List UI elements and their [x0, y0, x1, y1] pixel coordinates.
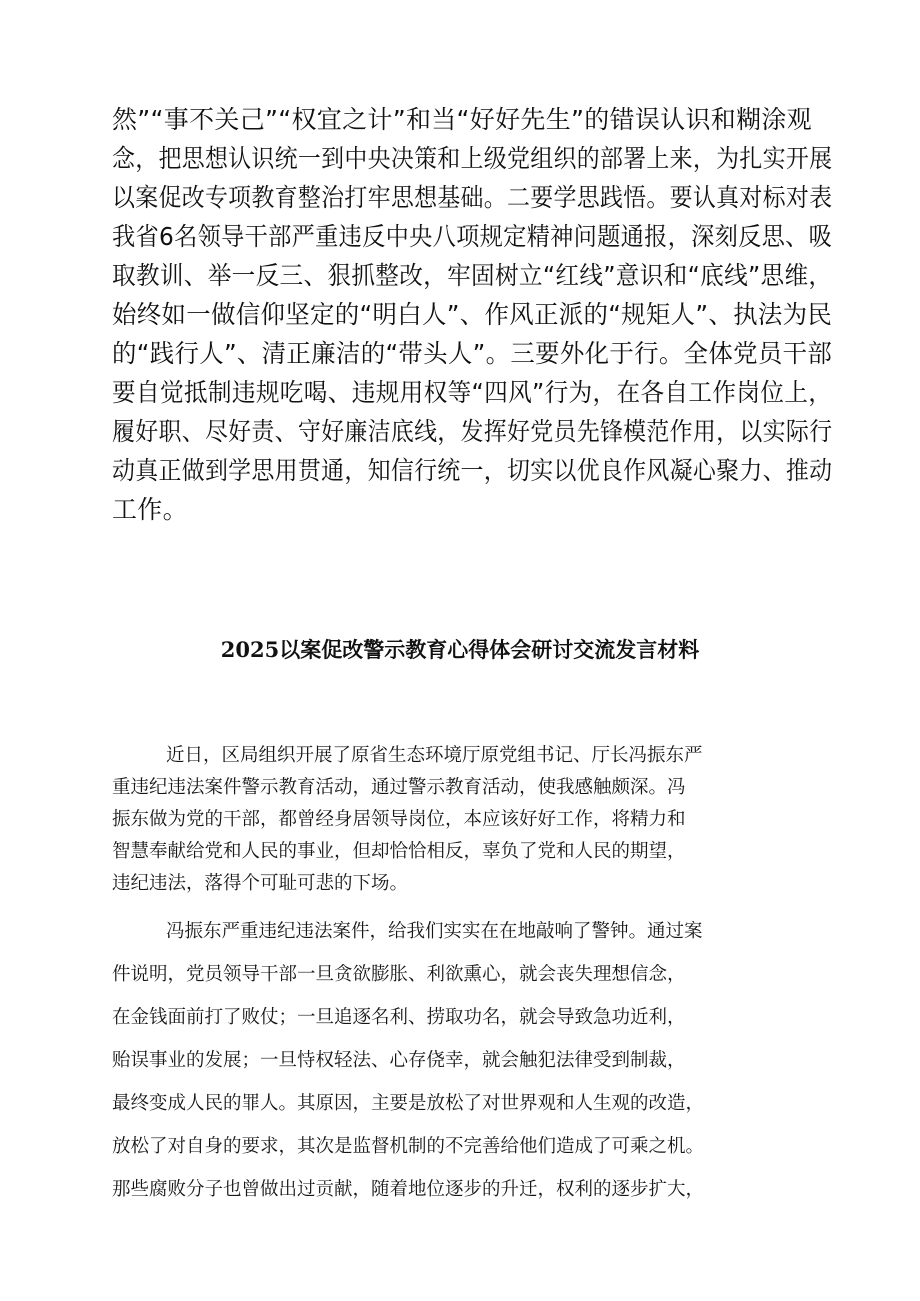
text-line: 念，把思想认识统一到中央决策和上级党组织的部署上来，为扎实开展: [112, 144, 833, 173]
body-paragraph: [112, 740, 832, 900]
text-line: 违纪违法，落得个可耻可悲的下场。: [112, 873, 409, 894]
text-line: 履好职、尽好责、守好廉洁底线，发挥好党员先锋模范作用，以实际行: [112, 417, 833, 446]
text-line: 冯振东严重违纪违法案件，给我们实实在在地敲响了警钟。通过案: [166, 921, 703, 942]
text-line: 动真正做到学思用贯通，知信行统一，切实以优良作风凝心聚力、推动: [112, 456, 833, 485]
text-line: 要自觉抵制违规吃喝、违规用权等“四风”行为，在各自工作岗位上，: [112, 378, 833, 407]
text-line: 放松了对自身的要求，其次是监督机制的不完善给他们造成了可乘之机。: [112, 1136, 705, 1157]
text-line: 那些腐败分子也曾做出过贡献，随着地位逐步的升迁，权利的逐步扩大，: [112, 1179, 705, 1200]
text-line: 取教训、举一反三、狠抓整改，牢固树立“红线”意识和“底线”思维，: [112, 261, 833, 290]
text-line: 始终如一做信仰坚定的“明白人”、作风正派的“规矩人”、执法为民: [112, 300, 833, 329]
text-line: 振东做为党的干部，都曾经身居领导岗位，本应该好好工作，将精力和: [112, 809, 686, 830]
text-line: 在金钱面前打了败仗；一旦追逐名利、捞取功名，就会导致急功近利，: [112, 1007, 686, 1028]
article-body: [112, 740, 832, 1211]
text-line: 智慧奉献给党和人民的事业，但却恰恰相反，辜负了党和人民的期望，: [112, 841, 686, 862]
text-line: 重违纪违法案件警示教育活动，通过警示教育活动，使我感触颇深。冯: [112, 777, 686, 798]
text-line: 我省6名领导干部严重违反中央八项规定精神问题通报，深刻反思、吸: [112, 222, 833, 251]
document-title: 2025以案促改警示教育心得体会研讨交流发言材料: [220, 637, 700, 662]
text-line: 近日，区局组织开展了原省生态环境厅原党组书记、厅长冯振东严: [166, 745, 703, 766]
body-paragraph: [112, 910, 832, 1211]
text-line: 工作。: [112, 495, 188, 524]
text-line: 件说明，党员领导干部一旦贪欲膨胀、利欲熏心，就会丧失理想信念，: [112, 964, 686, 985]
text-line: 以案促改专项教育整治打牢思想基础。二要学思践悟。要认真对标对表: [112, 183, 833, 212]
text-line: 贻误事业的发展；一旦恃权轻法、心存侥幸，就会触犯法律受到制裁，: [112, 1050, 686, 1071]
text-line: 最终变成人民的罪人。其原因，主要是放松了对世界观和人生观的改造，: [112, 1093, 705, 1114]
text-line: 然”“事不关己”“权宜之计”和当“好好先生”的错误认识和糊涂观: [112, 105, 812, 134]
body-paragraph-continued: [112, 100, 832, 529]
text-line: 的“践行人”、清正廉洁的“带头人”。三要外化于行。全体党员干部: [112, 339, 833, 368]
